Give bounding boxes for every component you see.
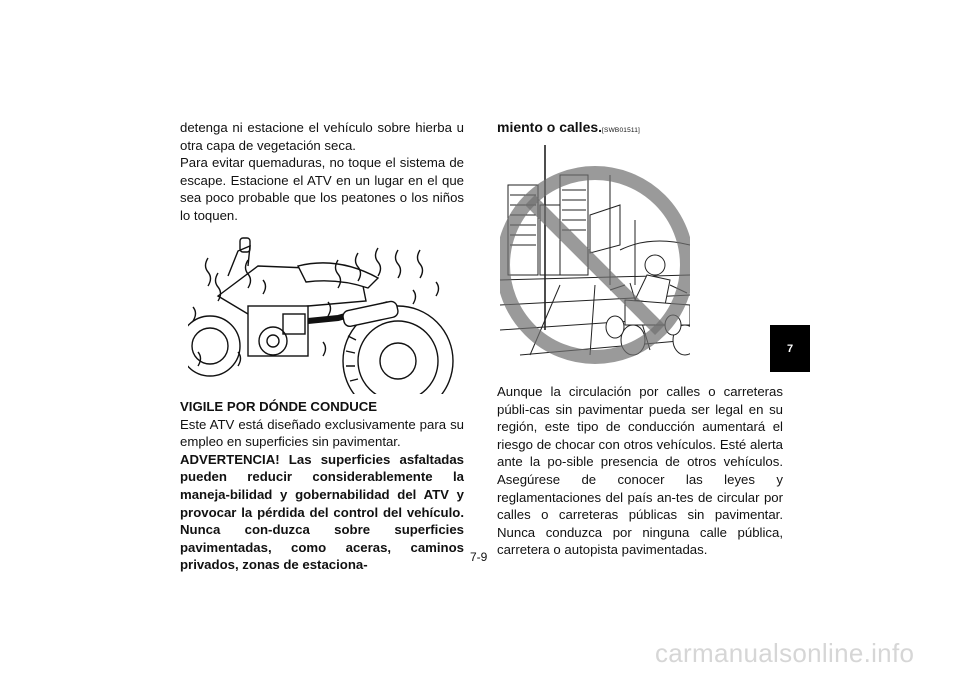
warning-continuation: miento o calles. xyxy=(497,119,603,135)
paragraph-burn-warning: Para evitar quemaduras, no toque el sistema de escape. Estacione el ATV en un lugar en el que sea poco probable que los peatones o los niños lo toquen. xyxy=(180,155,464,223)
right-column-bottom xyxy=(497,383,783,559)
no-street-riding-illustration xyxy=(500,145,690,370)
page-number: 7-9 xyxy=(470,550,488,564)
chapter-tab[interactable]: 7 xyxy=(770,325,810,372)
right-column-top xyxy=(497,119,783,140)
left-column xyxy=(180,119,464,225)
section-heading: VIGILE POR DÓNDE CONDUCE xyxy=(180,399,378,414)
paragraph-public-roads: Aunque la circulación por calles o carreteras públi-cas sin pavimentar pueda ser legal en su región, este tipo de conducción aumentará el riesgo de chocar con otros vehículos. Esté alerta ante la po-sible presencia de otros vehículos. Asegúrese de conocer las leyes y reglamentaciones del país an-tes de circular por calles o carreteras públicas sin pavimentar. Nunca conduzca por ninguna calle pública, carretera o autopista pavimentadas. xyxy=(497,384,783,558)
atv-hot-exhaust-illustration xyxy=(188,226,456,394)
watermark: carmanualsonline.info xyxy=(655,638,915,668)
paragraph-unpaved-use: Este ATV está diseñado exclusivamente para su empleo en superficies sin pavimentar. xyxy=(180,416,464,450)
paragraph-dry-vegetation: detenga ni estacione el vehículo sobre hierba u otra capa de vegetación seca. xyxy=(180,120,464,153)
warning-paved-surfaces: ADVERTENCIA! Las superficies asfaltadas pueden reducir considerablemente la maneja-bilidad y gobernabilidad del ATV y provocar la pérdida del control del vehículo. Nunca con-duzca sobre superficies pavimentadas, como aceras, caminos privados, zonas de estaciona- xyxy=(180,451,464,573)
reference-code: [SWB01511] xyxy=(602,127,641,134)
ride-where-section xyxy=(180,398,464,574)
